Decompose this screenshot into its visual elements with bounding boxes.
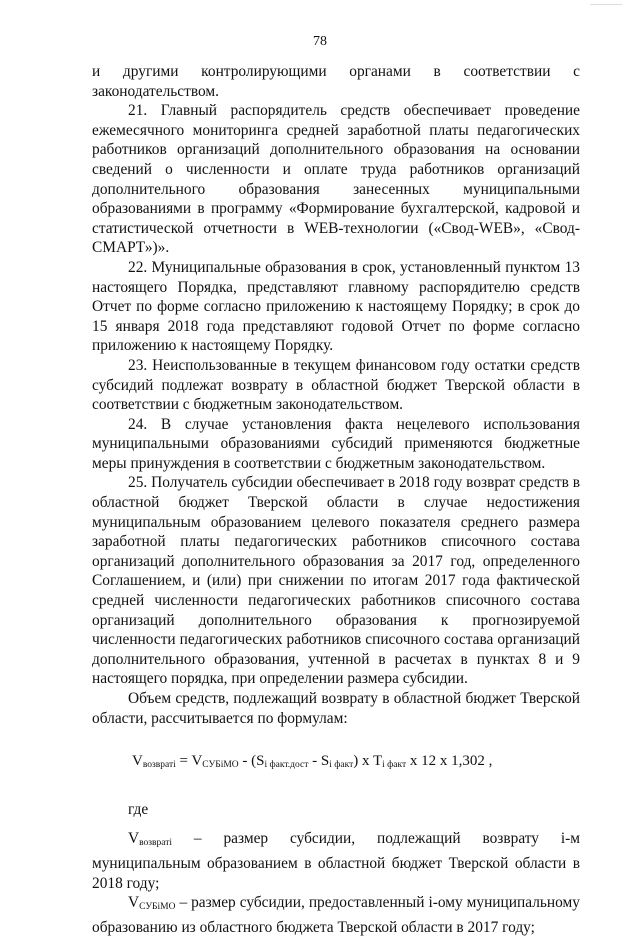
where-label: где xyxy=(128,800,149,818)
definition-v-vozvrat xyxy=(92,829,580,893)
spacer xyxy=(92,819,580,829)
def1-symbol-subscript: возвратi xyxy=(139,838,173,849)
def2-symbol-subscript: СУБiМО xyxy=(139,902,176,913)
def2-symbol: V xyxy=(128,894,140,912)
formula-t-subscript: i факт xyxy=(382,760,407,771)
definition-v-subimo xyxy=(92,893,580,937)
formula-part3: ) x T xyxy=(353,753,383,770)
formula-v: V xyxy=(132,753,143,770)
paragraph-22: 22. Муниципальные образования в срок, установленный пунктом 13 настоящего Порядка, представляют главному распорядителю средств Отчет по форме согласно приложению к настоящему Порядку; в срок до 15 января 2018 года представляют годовой Отчет по форме согласно приложению к настоящему Порядку. xyxy=(92,258,580,355)
def1-symbol: V xyxy=(128,830,140,848)
formula-part1: - (S xyxy=(238,753,265,770)
paragraph-21: 21. Главный распорядитель средств обеспечивает проведение ежемесячного мониторинга средней заработной платы педагогических работников организаций дополнительного образования на основании сведений о численности и оплате труда работников организаций дополнительного образования занесенных муниципальными образованиями в программу «Формирование бухгалтерской, кадровой и статистической отчетности в WEB-технологии («Свод-WEB», «Свод-СМАРТ»)». xyxy=(92,102,580,257)
formula-eq: = V xyxy=(175,753,203,770)
paragraph-25: 25. Получатель субсидии обеспечивает в 2018 году возврат средств в областной бюджет Тверской области в случае недостижения муниципальным образованием целевого показателя среднего размера заработной платы педагогических работников списочного состава организаций дополнительного образования за 2017 год, определенного Соглашением, и (или) при снижении по итогам 2017 года фактической средней численности педагогических работников списочного состава организаций дополнительного образования к прогнозируемой численности педагогических работников списочного состава организаций дополнительного образования, учтенной в расчетах в пунктах 8 и 9 настоящего порядка, при определении размера субсидии. xyxy=(92,474,580,688)
def1-text: – размер субсидии, подлежащий возврату i-м муниципальным образованием в областной бюджет Тверской области в 2018 году; xyxy=(92,830,580,892)
paragraph-23: 23. Неиспользованные в текущем финансовом году остатки средств субсидий подлежат возврату в областной бюджет Тверской области в соответствии с бюджетным законодательством. xyxy=(92,356,580,414)
document-body xyxy=(92,62,580,937)
formula-part2: - S xyxy=(308,753,330,770)
formula-tail: x 12 x 1,302 , xyxy=(406,753,493,770)
paragraph-continuation-end: законодательством. xyxy=(92,82,220,100)
paragraph-24: 24. В случае установления факта нецелевого использования муниципальными образованиями субсидий применяются бюджетные меры принуждения в соответствии с бюджетным законодательством. xyxy=(92,415,580,472)
formula-s2-subscript: i факт xyxy=(329,760,354,771)
paragraph-continuation-line: и другими контролирующими органами в соответствии с xyxy=(92,63,580,80)
paragraph-formula-intro: Объем средств, подлежащий возврату в областной бюджет Тверской области, рассчитывается по формулам: xyxy=(92,690,580,727)
formula-v-subscript: возвратi xyxy=(142,760,176,771)
refund-formula xyxy=(132,752,580,776)
page-number: 78 xyxy=(313,34,327,49)
def2-text: – размер субсидии, предоставленный i-ому муниципальному образованию из областного бюджета Тверской области в 2017 году; xyxy=(92,894,580,936)
corner-mark xyxy=(590,4,622,5)
formula-s1-subscript: i факт.дост xyxy=(264,760,309,771)
formula-subimo-subscript: СУБiМО xyxy=(202,760,239,771)
